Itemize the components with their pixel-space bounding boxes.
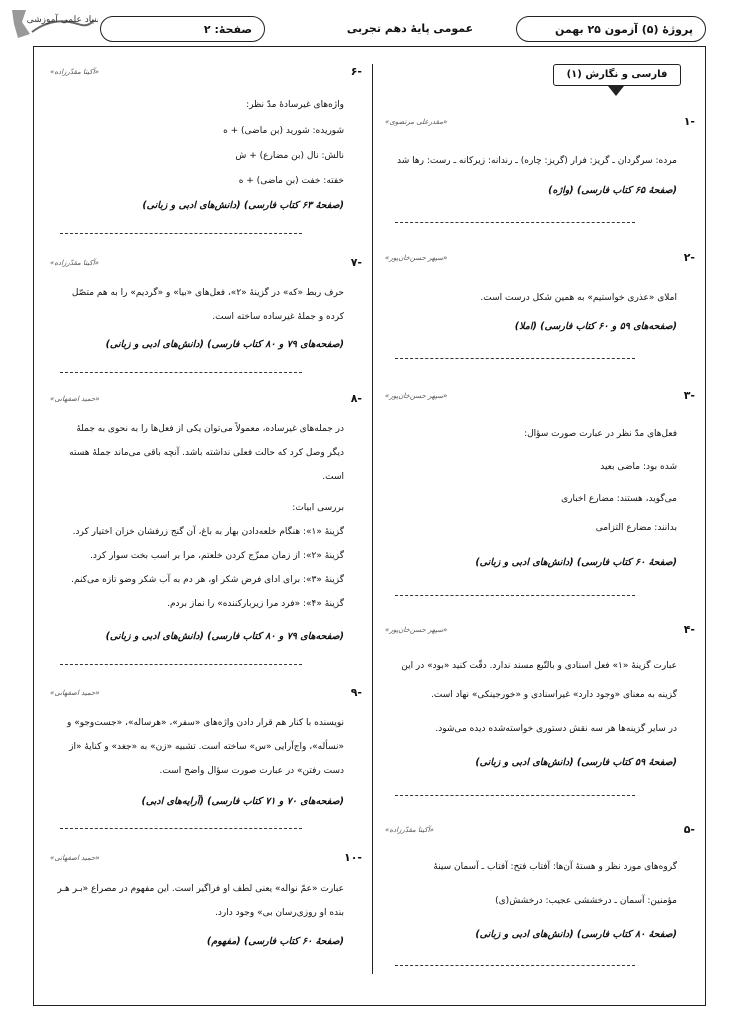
answer-line: مرده: سرگردان ـ گریز: فرار (گریز: چاره) ـ رندانه: زیرکانه ـ رست: رها شد bbox=[397, 156, 677, 166]
reference: (صفحه‌های ۷۰ و ۷۱ کتاب فارسی) (آرایه‌های ادبی) bbox=[141, 796, 344, 807]
answer-line: خفته: خفت (بن ماضی) + ه bbox=[238, 176, 344, 186]
reference: (صفحه‌های ۵۹ و ۶۰ کتاب فارسی) (املا) bbox=[514, 321, 677, 332]
column-divider bbox=[372, 64, 373, 974]
reference: (صفحهٔ ۶۳ کتاب فارسی) (دانش‌های ادبی و زبانی) bbox=[142, 200, 344, 211]
answer-line: گروه‌های مورد نظر و هستهٔ آن‌ها: آفتاب فتح: آفتاب ـ آسمان سینهٔ bbox=[433, 862, 677, 872]
answer-line: کرده و جملهٔ غیرساده ساخته است. bbox=[212, 312, 344, 322]
question-number: -۵ bbox=[683, 823, 695, 836]
question-number: -۷ bbox=[350, 256, 362, 269]
question-number: -۶ bbox=[350, 65, 362, 78]
question-number: -۳ bbox=[683, 389, 695, 402]
answer-line: می‌گوید، هستند: مضارع اخباری bbox=[561, 494, 677, 504]
answer-line: است. bbox=[322, 472, 344, 482]
svg-text:بنیاد علمی آموزشی: بنیاد علمی آموزشی bbox=[26, 15, 98, 25]
answer-line: در سایر گزینه‌ها هر سه نقش دستوری خواسته‌شده دیده می‌شود. bbox=[435, 724, 677, 734]
question-number: -۹ bbox=[350, 686, 362, 699]
reference: (صفحهٔ ۶۰ کتاب فارسی) (دانش‌های ادبی و زبانی) bbox=[475, 557, 677, 568]
question-source: «سپهر حسن‌خان‌پور» bbox=[385, 254, 448, 262]
question-source: «حمید اصفهانی» bbox=[50, 854, 100, 862]
page-number: صفحهٔ: ۲ bbox=[100, 16, 265, 42]
answer-line: گزینهٔ «۳»: برای ادای فرض شکر او، هر دم به آب شکر وضو تازه می‌کنم. bbox=[71, 575, 344, 585]
question-source: «سپهر حسن‌خان‌پور» bbox=[385, 392, 448, 400]
answer-line: «نسأله»، واج‌آرایی «س» ساخته است. تشبیه «زن» به «جغد» و کنایهٔ «از bbox=[69, 742, 344, 752]
answer-line: مؤمنین: آسمان ـ درخششی عجیب: درخشش(ی) bbox=[495, 896, 677, 906]
dashed-separator bbox=[395, 965, 635, 966]
answer-line: بررسی ابیات: bbox=[292, 503, 344, 513]
answer-line: گزینهٔ «۱»: هنگام خلعه‌دادن بهار به باغ، آن گنج زرفشان خزان اختیار کرد. bbox=[72, 527, 344, 537]
dashed-separator bbox=[395, 222, 635, 223]
answer-line: در جمله‌های غیرساده، معمولاً می‌توان یکی از فعل‌ها را به نحوی به جملهٔ bbox=[76, 424, 344, 434]
question-source: «حمید اصفهانی» bbox=[50, 689, 100, 697]
answer-line: عبارت گزینهٔ «۱» فعل اسنادی و بالتّبع مسند ندارد. دقّت کنید «بود» در این bbox=[401, 661, 677, 671]
answer-line: شوریده: شورید (بن ماضی) + ه bbox=[223, 126, 344, 136]
dashed-separator bbox=[395, 795, 635, 796]
down-arrow-icon bbox=[608, 86, 624, 96]
answer-line: نویسنده با کنار هم قرار دادن واژه‌های «سفر»، «هرساله»، «جست‌وجو» و bbox=[66, 718, 344, 728]
question-source: «آکیتا مقدّرزاده» bbox=[50, 259, 99, 267]
question-source: «مقدرعلی مرتضوی» bbox=[385, 118, 448, 126]
reference: (صفحه‌های ۷۹ و ۸۰ کتاب فارسی) (دانش‌های ادبی و زبانی) bbox=[105, 339, 344, 350]
brand-logo bbox=[8, 4, 98, 44]
answer-line: نالش: نال (بن مضارع) + ش bbox=[235, 151, 344, 161]
answer-line: بدانند: مضارع التزامی bbox=[595, 523, 677, 533]
answer-line: عبارت «عمّ نواله» یعنی لطف او فراگیر است. این مفهوم در مصراع «بـر هـر bbox=[57, 884, 344, 894]
dashed-separator bbox=[60, 664, 302, 665]
answer-line: شده بود: ماضی بعید bbox=[600, 462, 677, 472]
answer-line: املای «عذری خواستیم» به همین شکل درست است. bbox=[480, 293, 677, 303]
reference: (صفحهٔ ۶۵ کتاب فارسی) (واژه) bbox=[548, 185, 677, 196]
reference: (صفحهٔ ۸۰ کتاب فارسی) (دانش‌های ادبی و زبانی) bbox=[475, 929, 677, 940]
answer-line: دیگر وصل کرد که حالت فعلی نداشته باشد. آنچه باقی می‌ماند جملهٔ هسته bbox=[69, 448, 344, 458]
page-header bbox=[100, 16, 706, 44]
answer-line: بنده او روزی‌رسان بی» وجود دارد. bbox=[215, 908, 344, 918]
question-source: «سپهر حسن‌خان‌پور» bbox=[385, 626, 448, 634]
question-number: -۴ bbox=[683, 623, 695, 636]
reference: (صفحهٔ ۶۰ کتاب فارسی) (مفهوم) bbox=[206, 936, 344, 947]
dashed-separator bbox=[395, 358, 635, 359]
question-number: -۱ bbox=[683, 115, 695, 128]
dashed-separator bbox=[395, 595, 635, 596]
answer-line: دست رفتن» در عبارت صورت سؤال واضح است. bbox=[159, 766, 344, 776]
question-source: «حمید اصفهانی» bbox=[50, 395, 100, 403]
answer-line: گزینهٔ «۲»: از زمان ممزّج کردن خلعتم، مرا بر اسب بخت سوار کرد. bbox=[90, 551, 344, 561]
reference: (صفحهٔ ۵۹ کتاب فارسی) (دانش‌های ادبی و زبانی) bbox=[475, 757, 677, 768]
answer-line: گزینهٔ «۴»: «فرد مرا زیرباركننده» را نماز بردم. bbox=[167, 599, 344, 609]
answer-line: گزینه به معنای «وجود دارد» غیراسنادی و «خورجینکی» نهاد است. bbox=[431, 690, 677, 700]
dashed-separator bbox=[60, 372, 302, 373]
question-number: -۱۰ bbox=[343, 851, 362, 864]
question-source: «آکیتا مقدّرزاده» bbox=[385, 826, 434, 834]
dashed-separator bbox=[60, 233, 302, 234]
question-number: -۸ bbox=[350, 392, 362, 405]
answer-line: حرف ربط «که» در گزینهٔ «۲»، فعل‌های «بیا» و «گردیم» را به هم متصّل bbox=[71, 288, 344, 298]
exam-title: عمومی پایهٔ دهم تجربی bbox=[346, 22, 474, 35]
answer-line: واژه‌های غیرسادهٔ مدّ نظر: bbox=[246, 100, 344, 110]
section-title: فارسی و نگارش (۱) bbox=[553, 64, 681, 86]
question-source: «آکیتا مقدّرزاده» bbox=[50, 68, 99, 76]
project-title: پروژهٔ (۵) آزمون ۲۵ بهمن bbox=[516, 16, 706, 42]
dashed-separator bbox=[60, 828, 302, 829]
question-number: -۲ bbox=[683, 251, 695, 264]
answer-line: فعل‌های مدّ نظر در عبارت صورت سؤال: bbox=[524, 429, 677, 439]
reference: (صفحه‌های ۷۹ و ۸۰ کتاب فارسی) (دانش‌های ادبی و زبانی) bbox=[105, 631, 344, 642]
